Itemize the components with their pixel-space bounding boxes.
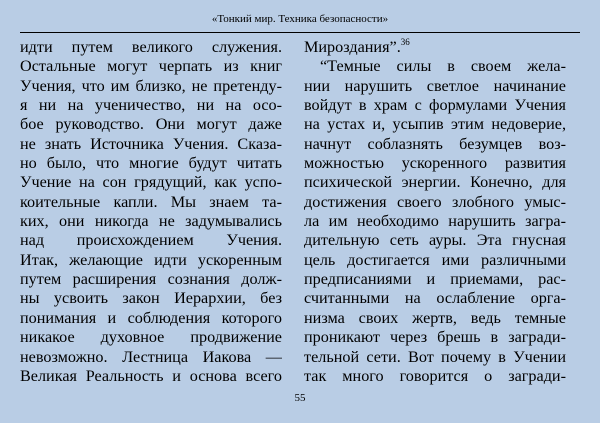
text-line: начнут соблазнять безумцев воз- bbox=[304, 134, 566, 153]
text-line: ла им необходимо нарушить загра- bbox=[304, 212, 566, 231]
text-line: путем расширения сознания долж- bbox=[20, 270, 282, 289]
text-line: понимания и соблюдения которого bbox=[20, 308, 282, 327]
text-line: низма своих жертв, ведь темные bbox=[304, 308, 566, 327]
text-line: проникают через брешь в загради- bbox=[304, 328, 566, 347]
text-line: на устах и, усыпив этим недоверие, bbox=[304, 115, 566, 134]
text-line: тельной сети. Вот почему в Учении bbox=[304, 347, 566, 366]
text-line: дительную сеть ауры. Эта гнусная bbox=[304, 231, 566, 250]
text-line: Итак, желающие идти ускоренным bbox=[20, 250, 282, 269]
text-line: идти путем великого служения. bbox=[20, 38, 282, 56]
left-column bbox=[20, 38, 282, 386]
text-line: “Темные силы в своем жела- bbox=[320, 57, 566, 76]
text-line: никакое духовное продвижение bbox=[20, 328, 282, 347]
text-line: но было, что многие будут читать bbox=[20, 154, 282, 173]
text-line: психической энергии. Конечно, для bbox=[304, 173, 566, 192]
text-line: не знать Источника Учения. Сказа- bbox=[20, 134, 282, 153]
text-line: я ни на ученичество, ни на осо- bbox=[20, 96, 282, 115]
page-number: 55 bbox=[294, 392, 306, 404]
text-line: цель достигается ими различными bbox=[304, 250, 566, 269]
text-line: ны усвоить закон Иерархии, без bbox=[20, 289, 282, 308]
text-line: Учение на сон грядущий, как успо- bbox=[20, 173, 282, 192]
text-line: Великая Реальность и основа всего bbox=[20, 366, 282, 385]
running-header: «Тонкий мир. Техника безопасности» bbox=[20, 6, 580, 33]
text-line: Учения, что им близко, не претенду- bbox=[20, 76, 282, 95]
text-line: так много говорится о загради- bbox=[304, 366, 566, 385]
text-line: бое руководство. Они могут даже bbox=[20, 115, 282, 134]
text-line: невозможно. Лестница Иакова — bbox=[20, 347, 282, 366]
text-line: предписаниями и приемами, рас- bbox=[304, 270, 566, 289]
text-line: считанными на ослабление орга- bbox=[304, 289, 566, 308]
quote-end-text: Мироздания”. bbox=[304, 38, 401, 56]
text-line: можностью ускоренного развития bbox=[304, 154, 566, 173]
footnote-reference[interactable]: 36 bbox=[400, 38, 410, 47]
text-line: ких, они никогда не задумывались bbox=[20, 212, 282, 231]
text-line: войдут в храм с формулами Учения bbox=[304, 96, 566, 115]
text-line: над происхождением Учения. bbox=[20, 231, 282, 250]
text-line: коительные капли. Мы знаем та- bbox=[20, 192, 282, 211]
paragraph-end-line bbox=[304, 38, 566, 57]
text-line: нии нарушить светлое начинание bbox=[304, 76, 566, 95]
right-column bbox=[304, 38, 566, 386]
text-line: Остальные могут черпать из книг bbox=[20, 57, 282, 76]
text-line: достижения своего злобного умыс- bbox=[304, 192, 566, 211]
